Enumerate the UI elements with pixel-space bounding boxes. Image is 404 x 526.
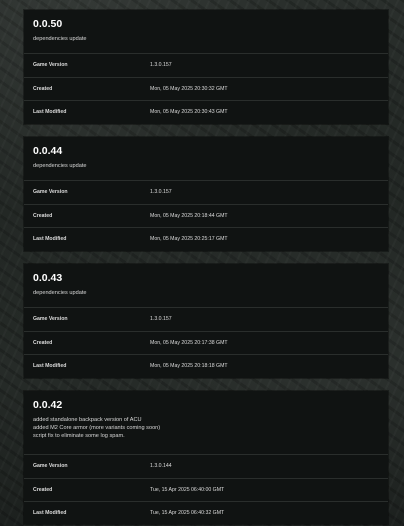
release-version: 0.0.42 <box>33 399 63 411</box>
release-card <box>24 391 388 524</box>
game-version-label: Game Version <box>33 316 68 322</box>
created-row <box>24 204 388 228</box>
game-version-value: 1.3.0.144 <box>150 463 172 469</box>
release-note: added M2 Core armor (more variants coming soon) <box>33 425 161 431</box>
game-version-label: Game Version <box>33 62 68 68</box>
created-value: Mon, 05 May 2025 20:30:32 GMT <box>150 86 228 92</box>
game-version-value: 1.3.0.157 <box>150 62 172 68</box>
created-value: Mon, 05 May 2025 20:17:38 GMT <box>150 340 228 346</box>
game-version-value: 1.3.0.157 <box>150 316 172 322</box>
game-version-label: Game Version <box>33 189 68 195</box>
created-label: Created <box>33 487 53 493</box>
last-modified-value: Tue, 15 Apr 2025 06:40:32 GMT <box>150 510 225 516</box>
last-modified-row <box>24 100 388 124</box>
created-label: Created <box>33 86 53 92</box>
last-modified-row <box>24 354 388 378</box>
release-notes <box>33 35 379 43</box>
created-value: Mon, 05 May 2025 20:18:44 GMT <box>150 213 228 219</box>
last-modified-value: Mon, 05 May 2025 20:18:18 GMT <box>150 363 228 369</box>
release-notes <box>33 289 379 297</box>
created-row <box>24 77 388 101</box>
last-modified-row <box>24 227 388 251</box>
release-version: 0.0.43 <box>33 272 63 284</box>
game-version-label: Game Version <box>33 463 68 469</box>
game-version-row <box>24 307 388 331</box>
last-modified-label: Last Modified <box>33 510 67 516</box>
release-version: 0.0.50 <box>33 18 63 30</box>
created-row <box>24 478 388 502</box>
release-card <box>24 10 388 124</box>
release-version: 0.0.44 <box>33 145 63 157</box>
last-modified-value: Mon, 05 May 2025 20:30:43 GMT <box>150 109 228 115</box>
created-row <box>24 331 388 355</box>
release-card <box>24 137 388 251</box>
release-note: dependencies update <box>33 290 87 296</box>
game-version-row <box>24 180 388 204</box>
release-notes <box>33 162 379 170</box>
last-modified-label: Last Modified <box>33 363 67 369</box>
game-version-value: 1.3.0.157 <box>150 189 172 195</box>
last-modified-row <box>24 501 388 525</box>
release-note: dependencies update <box>33 163 87 169</box>
game-version-row <box>24 454 388 478</box>
game-version-row <box>24 53 388 77</box>
release-note: script fix to eliminate some log spam. <box>33 433 125 439</box>
created-label: Created <box>33 213 53 219</box>
last-modified-label: Last Modified <box>33 236 67 242</box>
last-modified-label: Last Modified <box>33 109 67 115</box>
release-note: dependencies update <box>33 36 87 42</box>
release-card <box>24 264 388 378</box>
release-note: added standalone backpack version of ACU <box>33 417 142 423</box>
created-label: Created <box>33 340 53 346</box>
created-value: Tue, 15 Apr 2025 06:40:00 GMT <box>150 487 225 493</box>
last-modified-value: Mon, 05 May 2025 20:25:17 GMT <box>150 236 228 242</box>
release-notes <box>33 416 379 440</box>
